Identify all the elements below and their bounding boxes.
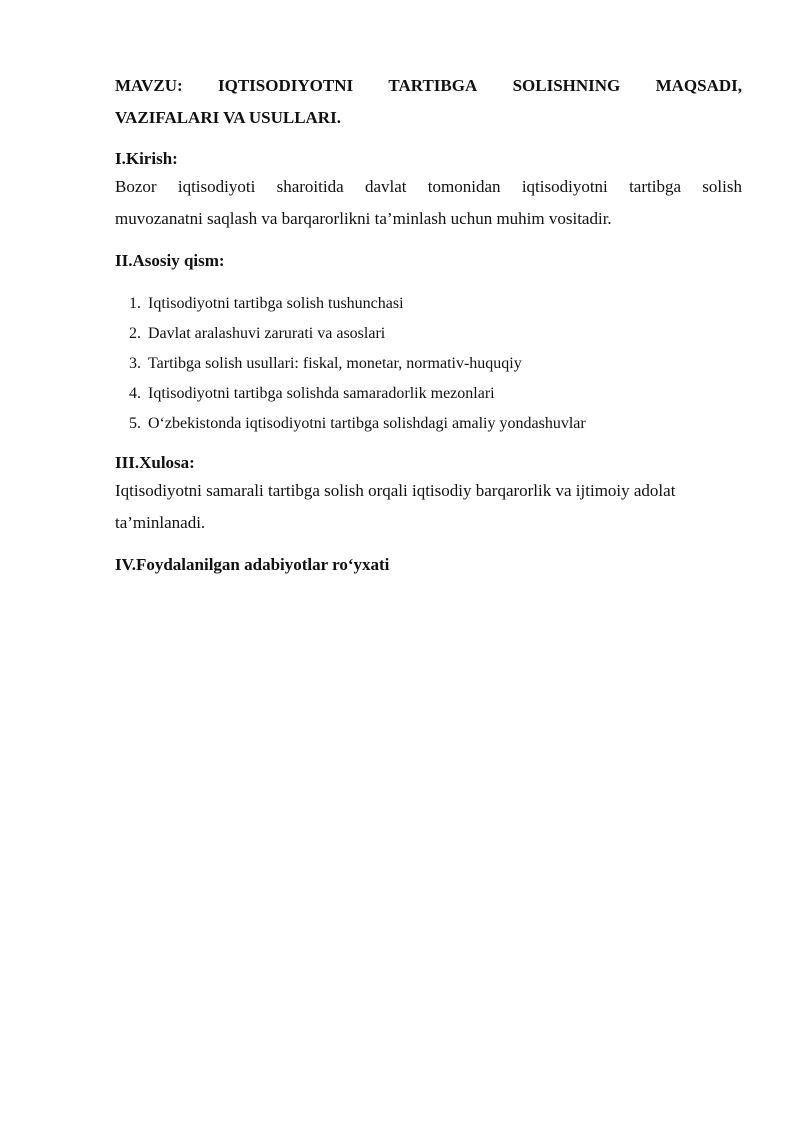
list-item-text: Tartibga solish usullari: fiskal, monetar, normativ-huquqiy [148, 355, 522, 372]
title-line-1 [115, 70, 742, 102]
list-item [115, 409, 742, 439]
document-title [115, 70, 742, 134]
intro-line-1 [115, 171, 742, 203]
intro-word: iqtisodiyoti [177, 177, 256, 196]
intro-line-2: muvozanatni saqlash va barqarorlikni ta’minlash uchun muhim vositadir. [115, 209, 612, 228]
intro-heading: I.Kirish: [115, 149, 178, 168]
list-item-number: 4. [129, 385, 141, 402]
document-page [115, 70, 742, 577]
title-word: MAVZU: [115, 76, 183, 95]
intro-word: tartibga [629, 177, 681, 196]
list-item-number: 2. [129, 325, 141, 342]
list-item-number: 5. [129, 415, 141, 432]
conclusion-heading: III.Xulosa: [115, 453, 195, 472]
list-item-number: 3. [129, 355, 141, 372]
title-line-2: VAZIFALARI VA USULLARI. [115, 108, 341, 127]
intro-word: tomonidan [427, 177, 501, 196]
conclusion-paragraph [115, 475, 742, 539]
intro-paragraph [115, 171, 742, 235]
list-item [115, 319, 742, 349]
list-item-text: Iqtisodiyotni tartibga solishda samaradorlik mezonlari [148, 385, 495, 402]
intro-word: solish [702, 177, 742, 196]
intro-word: davlat [364, 177, 407, 196]
list-item-text: Iqtisodiyotni tartibga solish tushunchasi [148, 295, 404, 312]
intro-word: Bozor [115, 177, 157, 196]
list-item [115, 349, 742, 379]
title-word: TARTIBGA [388, 76, 478, 95]
list-item-text: O‘zbekistonda iqtisodiyotni tartibga solishdagi amaliy yondashuvlar [148, 415, 586, 432]
conclusion-line-2: ta’minlanadi. [115, 513, 206, 532]
title-word: SOLISHNING [512, 76, 621, 95]
title-word: MAQSADI, [655, 76, 742, 95]
title-word: IQTISODIYOTNI [218, 76, 354, 95]
list-item-number: 1. [129, 295, 141, 312]
references-heading: IV.Foydalanilgan adabiyotlar ro‘yxati [115, 555, 390, 574]
list-item-text: Davlat aralashuvi zarurati va asoslari [148, 325, 386, 342]
conclusion-line-1: Iqtisodiyotni samarali tartibga solish orqali iqtisodiy barqarorlik va ijtimoiy adolat [115, 481, 676, 500]
intro-word: sharoitida [276, 177, 344, 196]
main-topics-list [115, 289, 742, 439]
intro-word: iqtisodiyotni [521, 177, 608, 196]
list-item [115, 289, 742, 319]
list-item [115, 379, 742, 409]
main-heading: II.Asosiy qism: [115, 251, 225, 270]
